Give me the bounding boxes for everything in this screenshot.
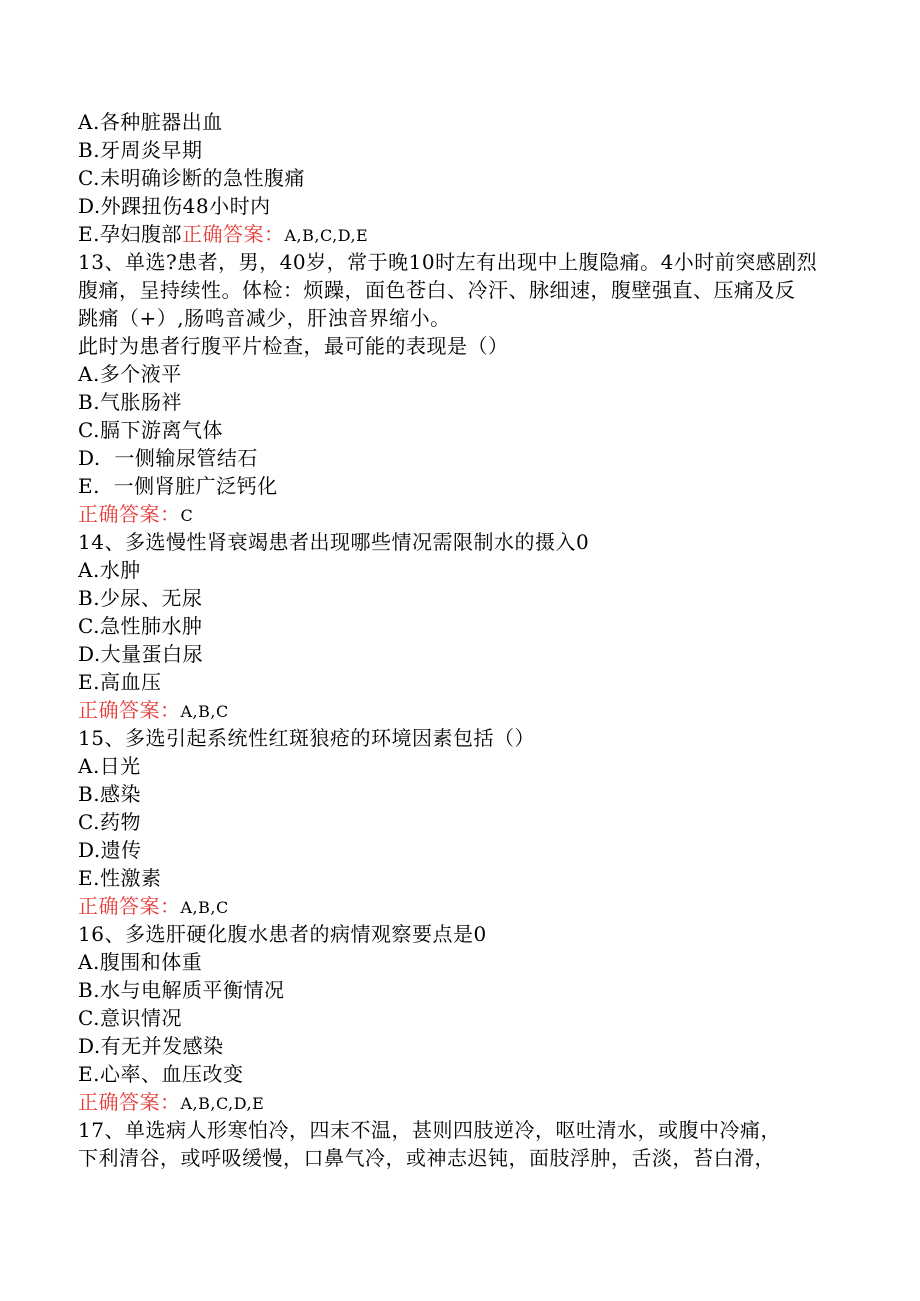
question-12-tail — [78, 108, 868, 248]
answer-value: A,B,C — [180, 898, 229, 917]
answer-label: 正确答案： — [78, 1090, 181, 1114]
question-stem: 腹痛，呈持续性。体检：烦躁，面色苍白、冷汗、脉细速，腹壁强直、压痛及反 — [78, 278, 796, 302]
answer-value: A,B,C,D,E — [180, 1094, 265, 1113]
option-c: C.急性肺水肿 — [78, 614, 203, 638]
option-c: C.未明确诊断的急性腹痛 — [78, 166, 305, 190]
answer-row — [78, 1088, 868, 1116]
answer-label: 正确答案： — [78, 894, 181, 918]
answer-value: A,B,C,D,E — [284, 226, 369, 245]
answer-row — [78, 500, 868, 528]
question-17 — [78, 1116, 868, 1172]
option-b: B.水与电解质平衡情况 — [78, 978, 285, 1002]
question-16 — [78, 920, 868, 1116]
option-e: E.孕妇腹部 — [78, 222, 182, 246]
question-stem: 此时为患者行腹平片检查，最可能的表现是（） — [78, 334, 509, 358]
option-a: A.水肿 — [78, 558, 141, 582]
question-stem: 下利清谷，或呼吸缓慢，口鼻气冷，或神志迟钝，面肢浮肿，舌淡，苔白滑， — [78, 1146, 775, 1170]
answer-value: C — [180, 506, 194, 525]
exam-document — [78, 108, 868, 1172]
option-b: B.少尿、无尿 — [78, 586, 203, 610]
option-b: B.牙周炎早期 — [78, 138, 203, 162]
option-e: E.性激素 — [78, 866, 162, 890]
option-d: D. 一侧输尿管结石 — [78, 446, 258, 470]
option-c: C.药物 — [78, 810, 141, 834]
answer-row — [78, 892, 868, 920]
answer-label: 正确答案： — [181, 222, 285, 246]
option-b: B.感染 — [78, 782, 142, 806]
option-d: D.有无并发感染 — [78, 1034, 224, 1058]
option-a: A.多个液平 — [78, 362, 182, 386]
question-stem: 13、单选?患者，男，40岁，常于晚10时左有出现中上腹隐痛。4小时前突感剧烈 — [78, 250, 818, 274]
question-stem: 15、多选引起系统性红斑狼疮的环境因素包括（） — [78, 726, 535, 750]
option-b: B.气胀肠袢 — [78, 390, 183, 414]
option-e: E. 一侧肾脏广泛钙化 — [78, 474, 278, 498]
question-stem: 17、单选病人形寒怕冷，四末不温，甚则四肢逆冷，呕吐清水，或腹中冷痛， — [78, 1118, 781, 1142]
option-a: A.日光 — [78, 754, 141, 778]
answer-row — [78, 696, 868, 724]
answer-value: A,B,C — [180, 702, 229, 721]
question-stem: 16、多选肝硬化腹水患者的病情观察要点是0 — [78, 922, 487, 946]
answer-label: 正确答案： — [78, 502, 181, 526]
question-13 — [78, 248, 868, 528]
question-14 — [78, 528, 868, 724]
question-stem: 14、多选慢性肾衰竭患者出现哪些情况需限制水的摄入0 — [78, 530, 590, 554]
option-c: C.意识情况 — [78, 1006, 182, 1030]
answer-label: 正确答案： — [78, 698, 181, 722]
option-d: D.大量蛋白尿 — [78, 642, 204, 666]
question-15 — [78, 724, 868, 920]
option-c: C.膈下游离气体 — [78, 418, 223, 442]
option-a: A.各种脏器出血 — [78, 110, 223, 134]
option-e: E.高血压 — [78, 670, 162, 694]
option-a: A.腹围和体重 — [78, 950, 203, 974]
option-d: D.外踝扭伤48小时内 — [78, 194, 271, 218]
question-stem: 跳痛（+）,肠鸣音减少，肝浊音界缩小。 — [78, 306, 451, 330]
option-e: E.心率、血压改变 — [78, 1062, 244, 1086]
option-e-with-answer — [78, 220, 868, 248]
option-d: D.遗传 — [78, 838, 142, 862]
